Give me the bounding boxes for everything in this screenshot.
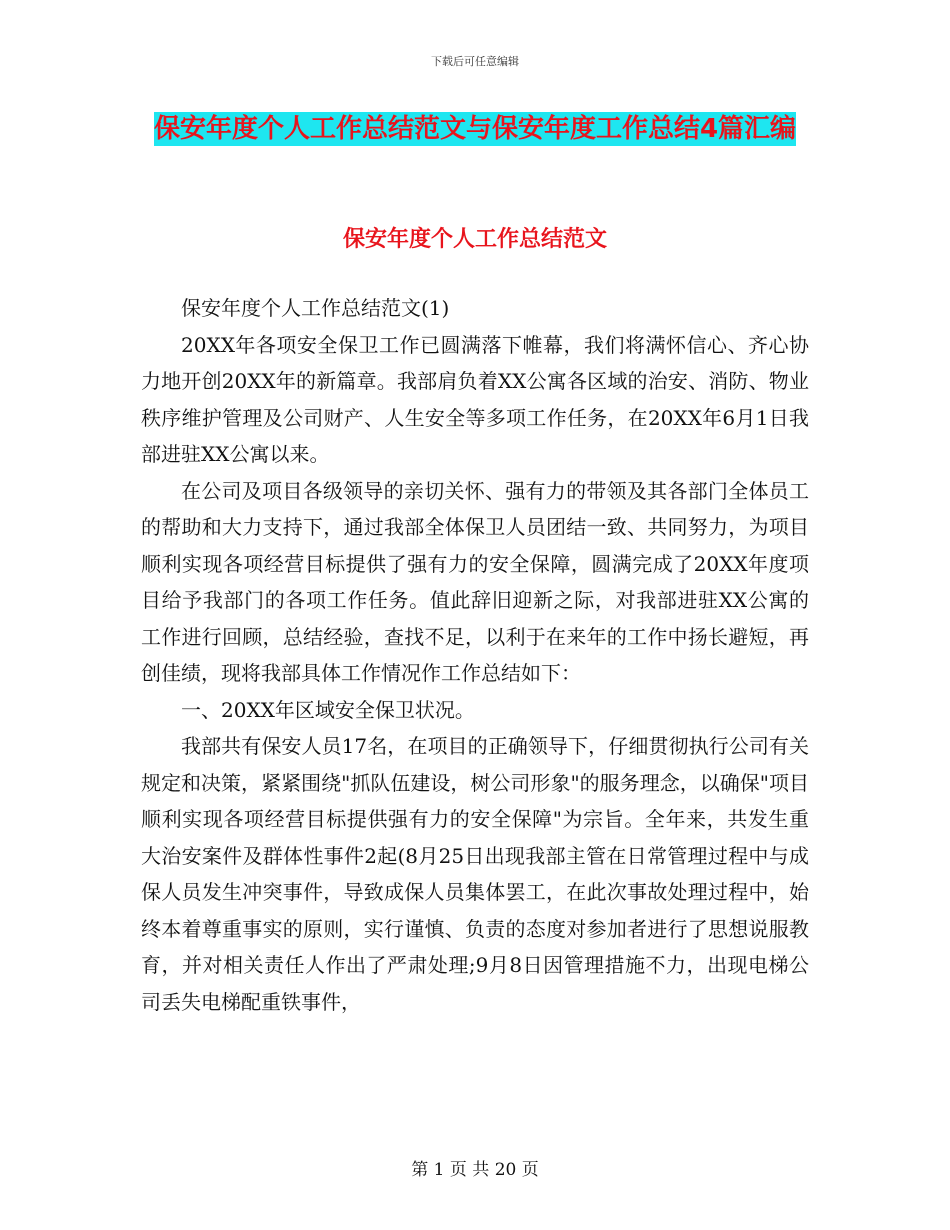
paragraph-heading: 一、20XX年区域安全保卫状况。 [181,697,475,722]
header-note: 下载后可任意编辑 [431,55,519,68]
paragraph-subtitle: 保安年度个人工作总结范文(1) [181,296,450,320]
page-footer: 第 1 页 共 20 页 [411,1160,539,1180]
paragraph: 我部共有保安人员17名，在项目的正确领导下，仔细贯彻执行公司有关规定和决策，紧紧围绕"抓队伍建设，树公司形象"的服务理念，以确保"项目顺利实现各项经营目标提供强有力的安全保障"为宗旨。全年来，共发生重大治安案件及群体性事件2起(8月25日出现我部主管在日常管理过程中与成保人员发生冲突事件，导致成保人员集体罢工，在此次事故处理过程中，始终本着尊重事实的原则，实行谨慎、负责的态度对参加者进行了思想说服教育，并对相关责任人作出了严肃处理;9月8日因管理措施不力，出现电梯公司丢失电梯配重铁事件， [141,734,809,1014]
document-title [140,106,810,152]
paragraph: 20XX年各项安全保卫工作已圆满落下帷幕，我们将满怀信心、齐心协力地开创20XX年的新篇章。我部肩负着XX公寓各区域的治安、消防、物业秩序维护管理及公司财产、人生安全等多项工作任务，在20XX年6月1日我部进驻XX公寓以来。 [141,332,809,466]
document-body [141,290,809,1020]
document-title-text: 保安年度个人工作总结范文与保安年度工作总结4篇汇编 [153,114,797,144]
paragraph: 在公司及项目各级领导的亲切关怀、强有力的带领及其各部门全体员工的帮助和大力支持下，通过我部全体保卫人员团结一致、共同努力，为项目顺利实现各项经营目标提供了强有力的安全保障，圆满完成了20XX年度项目给予我部门的各项工作任务。值此辞旧迎新之际，对我部进驻XX公寓的工作进行回顾，总结经验，查找不足，以利于在来年的工作中扬长避短，再创佳绩，现将我部具体工作情况作工作总结如下： [141,478,809,685]
section-title: 保安年度个人工作总结范文 [342,227,607,252]
